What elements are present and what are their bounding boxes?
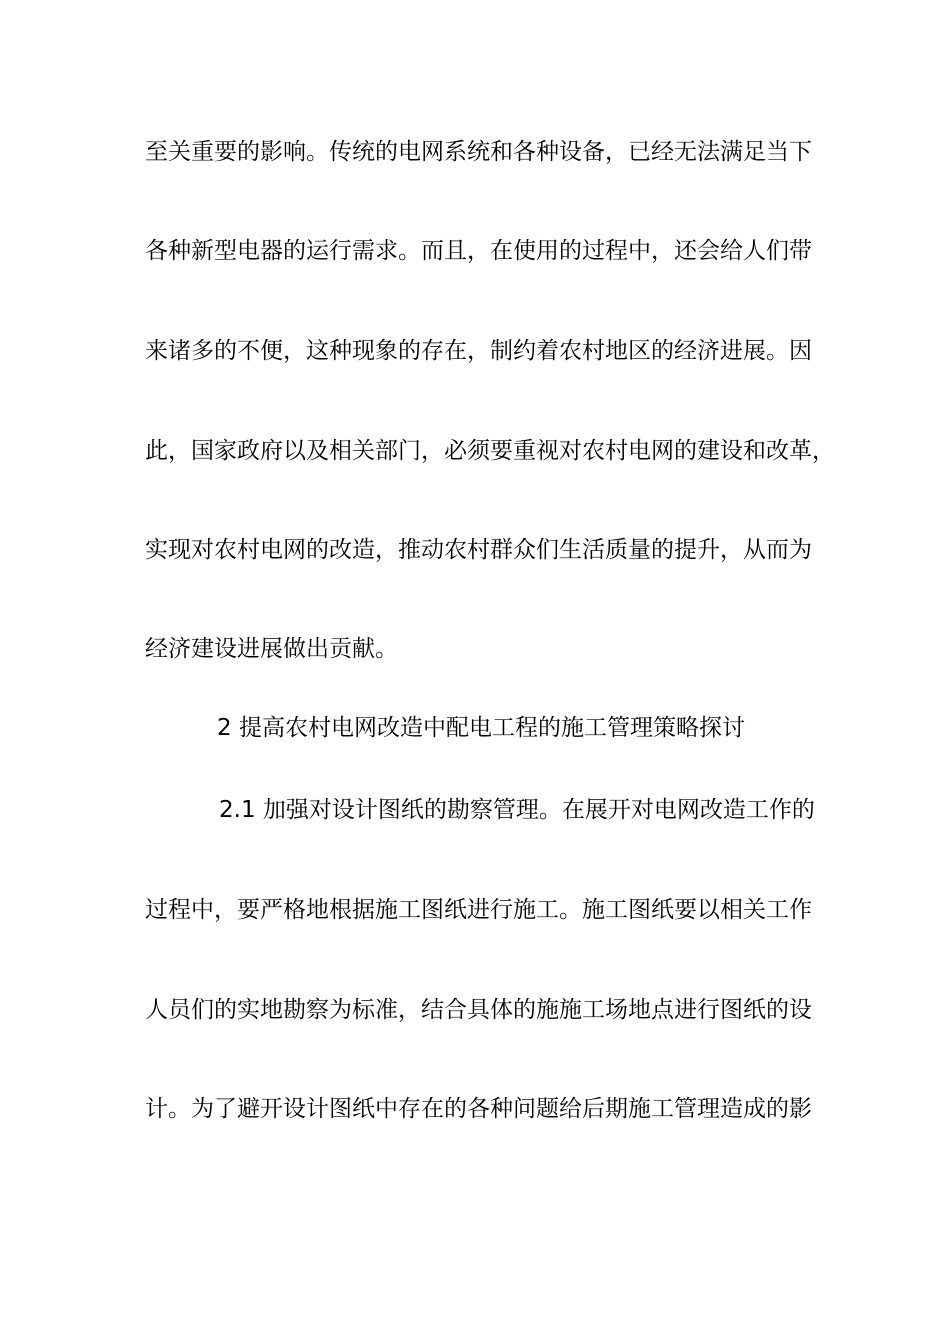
paragraph-line: 此，国家政府以及相关部门，必须要重视对农村电网的建设和改革， (145, 438, 835, 464)
subsection-line: 2.1 加强对设计图纸的勘察管理。在展开对电网改造工作的 (219, 797, 815, 823)
paragraph-line: 来诸多的不便，这种现象的存在，制约着农村地区的经济进展。因 (145, 338, 812, 364)
paragraph-line: 至关重要的影响。传统的电网系统和各种设备，已经无法满足当下 (145, 139, 812, 165)
paragraph-line: 人员们的实地勘察为标准，结合具体的施施工场地点进行图纸的设 (145, 997, 812, 1023)
paragraph-line: 计。为了避开设计图纸中存在的各种问题给后期施工管理造成的影 (145, 1096, 812, 1122)
paragraph-line: 实现对农村电网的改造，推动农村群众们生活质量的提升，从而为 (145, 537, 812, 563)
paragraph-line: 各种新型电器的运行需求。而且，在使用的过程中，还会给人们带 (145, 238, 812, 264)
paragraph-line: 经济建设进展做出贡献。 (145, 636, 398, 662)
paragraph-line: 过程中，要严格地根据施工图纸进行施工。施工图纸要以相关工作 (145, 897, 812, 923)
section-heading: 2 提高农村电网改造中配电工程的施工管理策略探讨 (217, 715, 745, 741)
